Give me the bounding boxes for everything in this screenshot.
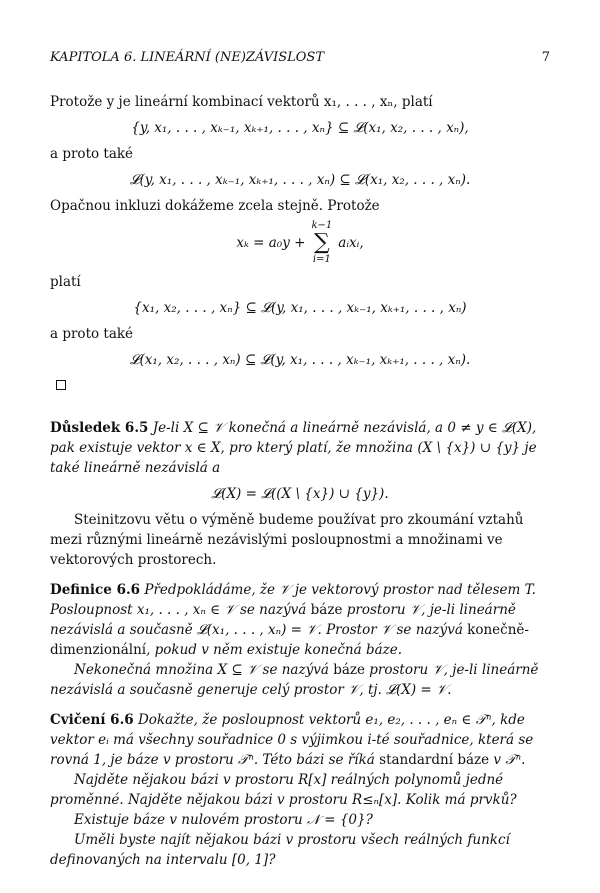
term-baze: báze	[310, 602, 343, 618]
exercise-text: Dokažte, že posloupnost vektorů e₁, e₂, . . . , eₙ ∈ 𝒯ⁿ, kde vektor eᵢ má všechny souřadnice 0 s výjimkou i-té souřadnice, která se rovná 1, je báze v prostoru 𝒯ⁿ. Této bázi se říká	[50, 712, 534, 768]
equation-left: xₖ = a₀y +	[236, 235, 306, 251]
equation: {y, x₁, . . . , xₖ₋₁, xₖ₊₁, . . . , xₙ} ⊆ 𝓛(x₁, x₂, . . . , xₙ),	[131, 120, 469, 136]
equation: 𝓛(X) = 𝓛((X \ {x}) ∪ {y}).	[211, 486, 389, 502]
qed-square-icon	[56, 380, 66, 390]
paragraph: platí	[50, 274, 81, 290]
term-konecne-dimenzionalni: konečně-dimenzionální	[50, 622, 529, 658]
sum-upper-limit: k−1	[311, 220, 333, 231]
page	[50, 48, 550, 870]
corollary-text: Je-li X ⊆ 𝒱 konečná a lineárně nezávislá, a 0 ≠ y ∈ 𝓛(X), pak existuje vektor x ∈ X, pro který platí, že množina (X \ {x}) ∪ {y} je také lineárně nezávislá a	[50, 420, 537, 476]
definition-label: Definice 6.6	[50, 582, 141, 598]
page-number: 7	[541, 50, 550, 65]
equation: 𝓛(x₁, x₂, . . . , xₙ) ⊆ 𝓛(y, x₁, . . . , xₖ₋₁, xₖ₊₁, . . . , xₙ).	[129, 352, 471, 368]
exercise-text: Najděte nějakou bázi v prostoru R[x] reálných polynomů jedné proměnné. Najděte nějakou bázi v prostoru R≤ₙ[x]. Kolik má prvků?	[50, 772, 517, 808]
paragraph: Steinitzovu větu o výměně budeme používat pro zkoumání vztahů mezi různými lineárně nezávislými posloupnostmi a množinami ve vektorových prostorech.	[50, 512, 524, 568]
equation: {x₁, x₂, . . . , xₙ} ⊆ 𝓛(y, x₁, . . . , xₖ₋₁, xₖ₊₁, . . . , xₙ)	[133, 300, 467, 316]
definition-text: prostoru 𝒱, je-li lineárně nezávislá a současně generuje celý prostor 𝒱, tj. 𝓛(X) = 𝒱.	[50, 662, 539, 698]
equation-right: aᵢxᵢ,	[338, 235, 364, 251]
sum-lower-limit: i=1	[312, 254, 331, 265]
exercise-text: Existuje báze v nulovém prostoru 𝒩 = {0}?	[74, 812, 373, 828]
summation	[311, 220, 332, 266]
definition-paragraph	[50, 660, 550, 700]
equation: 𝓛(y, x₁, . . . , xₖ₋₁, xₖ₊₁, . . . , xₙ) ⊆ 𝓛(x₁, x₂, . . . , xₙ).	[129, 172, 471, 188]
exercise-text: v 𝒯ⁿ.	[493, 752, 526, 768]
equation-sum	[50, 220, 550, 266]
definition-text: , pokud v něm existuje konečná báze.	[146, 642, 403, 658]
sigma-symbol: ∑	[314, 230, 330, 255]
exercise-paragraph	[50, 810, 550, 830]
running-header	[50, 48, 550, 68]
definition-6-6	[50, 580, 550, 660]
term-standardni-baze: standardní báze	[379, 752, 490, 768]
exercise-label: Cvičení 6.6	[50, 712, 134, 728]
exercise-6-6	[50, 710, 550, 770]
definition-text: prostoru 𝒱, je-li lineárně nezávislá a současně 𝓛(x₁, . . . , xₙ) = 𝒱. Prostor 𝒱 se nazývá	[50, 602, 516, 638]
exercise-paragraph	[50, 770, 550, 810]
definition-text: Předpokládáme, že 𝒱 je vektorový prostor nad tělesem T. Posloupnost x₁, . . . , xₙ ∈ 𝒱 se nazývá	[50, 582, 536, 618]
definition-text: Nekonečná množina X ⊆ 𝒱 se nazývá	[74, 662, 329, 678]
paragraph: a proto také	[50, 146, 134, 162]
paragraph: a proto také	[50, 326, 134, 342]
paragraph: Opačnou inkluzi dokážeme zcela stejně. Protože	[50, 198, 380, 214]
chapter-title: KAPITOLA 6. LINEÁRNÍ (NE)ZÁVISLOST	[50, 50, 325, 65]
exercise-paragraph	[50, 830, 550, 870]
corollary-label: Důsledek 6.5	[50, 420, 149, 436]
corollary-6-5	[50, 418, 550, 478]
paragraph: Protože y je lineární kombinací vektorů x₁, . . . , xₙ, platí	[50, 94, 433, 110]
exercise-text: Uměli byste najít nějakou bázi v prostoru všech reálných funkcí definovaných na intervalu [0, 1]?	[50, 832, 510, 868]
term-baze: báze	[333, 662, 365, 678]
